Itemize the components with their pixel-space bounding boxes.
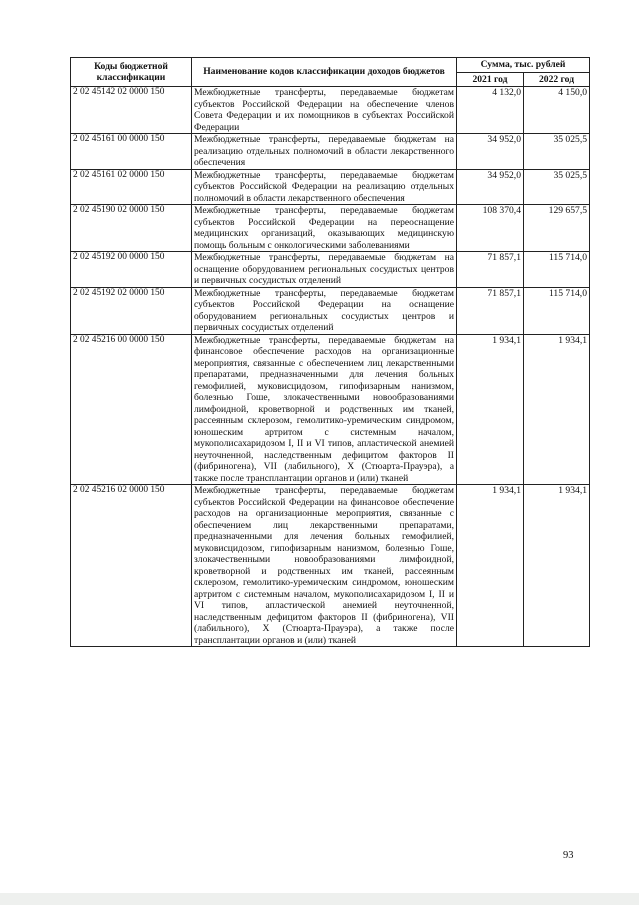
page-number: 93 [563, 850, 574, 861]
row-code: 2 02 45161 02 0000 150 [71, 169, 192, 205]
row-code: 2 02 45161 00 0000 150 [71, 134, 192, 170]
row-name: Межбюджетные трансферты, передаваемые бюджетам субъектов Российской Федерации на переоснащение медицинских организаций, оказывающих медицинскую помощь больным с онкологическими заболеваниями [192, 205, 457, 252]
header-row [71, 58, 590, 73]
row-value-2021: 1 934,1 [457, 334, 524, 485]
table-row [71, 287, 590, 334]
row-value-2022: 35 025,5 [524, 169, 590, 205]
table-row [71, 334, 590, 485]
header-year-2021: 2021 год [457, 72, 524, 87]
scan-edge [0, 893, 639, 905]
row-code: 2 02 45216 02 0000 150 [71, 485, 192, 647]
row-value-2021: 34 952,0 [457, 134, 524, 170]
row-value-2021: 4 132,0 [457, 87, 524, 134]
row-value-2021: 1 934,1 [457, 485, 524, 647]
row-name: Межбюджетные трансферты, передаваемые бюджетам на финансовое обеспечение расходов на организационные мероприятия, связанные с обеспечением лиц лекарственными препаратами, предназначенными для лечения больных гемофилией, муковисцидозом, гипофизарным нанизмом, болезнью Гоше, злокачественными новообразованиями лимфоидной, кроветворной и родственных им тканей, рассеянным склерозом, гемолитико-уремическим синдромом, юношеским артритом с системным началом, мукополисахаридозом I, II и VI типов, апластической анемией неуточненной, наследственным дефицитом факторов II (фибриногена), VII (лабильного), X (Стюарта-Прауэра), а также после трансплантации органов и (или) тканей [192, 334, 457, 485]
table-row [71, 485, 590, 647]
budget-table [70, 57, 590, 647]
table-row [71, 87, 590, 134]
header-amount: Сумма, тыс. рублей [457, 58, 590, 73]
row-value-2022: 115 714,0 [524, 287, 590, 334]
row-name: Межбюджетные трансферты, передаваемые бюджетам субъектов Российской Федерации на оснащение оборудованием региональных сосудистых центров и первичных сосудистых отделений [192, 287, 457, 334]
header-codes: Коды бюджетной классификации [71, 58, 192, 87]
row-code: 2 02 45142 02 0000 150 [71, 87, 192, 134]
table-row [71, 134, 590, 170]
table-row [71, 205, 590, 252]
table-row [71, 169, 590, 205]
row-name: Межбюджетные трансферты, передаваемые бюджетам субъектов Российской Федерации на обеспечение членов Совета Федерации и их помощников в субъектах Российской Федерации [192, 87, 457, 134]
header-names: Наименование кодов классификации доходов бюджетов [192, 58, 457, 87]
row-value-2022: 1 934,1 [524, 334, 590, 485]
row-value-2021: 34 952,0 [457, 169, 524, 205]
row-name: Межбюджетные трансферты, передаваемые бюджетам на оснащение оборудованием региональных сосудистых центров и первичных сосудистых отделений [192, 252, 457, 288]
row-value-2022: 35 025,5 [524, 134, 590, 170]
row-value-2022: 129 657,5 [524, 205, 590, 252]
row-value-2022: 1 934,1 [524, 485, 590, 647]
row-code: 2 02 45190 02 0000 150 [71, 205, 192, 252]
row-name: Межбюджетные трансферты, передаваемые бюджетам на реализацию отдельных полномочий в области лекарственного обеспечения [192, 134, 457, 170]
row-code: 2 02 45216 00 0000 150 [71, 334, 192, 485]
row-value-2022: 115 714,0 [524, 252, 590, 288]
row-code: 2 02 45192 02 0000 150 [71, 287, 192, 334]
row-code: 2 02 45192 00 0000 150 [71, 252, 192, 288]
row-name: Межбюджетные трансферты, передаваемые бюджетам субъектов Российской Федерации на финансовое обеспечение расходов на организационные мероприятия, связанные с обеспечением лиц лекарственными препаратами, предназначенными для лечения больных гемофилией, муковисцидозом, гипофизарным нанизмом, болезнью Гоше, злокачественными новообразованиями лимфоидной, кроветворной и родственных им тканей, рассеянным склерозом, гемолитико-уремическим синдромом, юношеским артритом с системным началом, мукополисахаридозом I, II и VI типов, апластической анемией неуточненной, наследственным дефицитом факторов II (фибриногена), VII (лабильного), X (Стюарта-Прауэра), а также после трансплантации органов и (или) тканей [192, 485, 457, 647]
row-name: Межбюджетные трансферты, передаваемые бюджетам субъектов Российской Федерации на реализацию отдельных полномочий в области лекарственного обеспечения [192, 169, 457, 205]
row-value-2021: 71 857,1 [457, 287, 524, 334]
row-value-2021: 108 370,4 [457, 205, 524, 252]
row-value-2022: 4 150,0 [524, 87, 590, 134]
header-year-2022: 2022 год [524, 72, 590, 87]
table-row [71, 252, 590, 288]
row-value-2021: 71 857,1 [457, 252, 524, 288]
